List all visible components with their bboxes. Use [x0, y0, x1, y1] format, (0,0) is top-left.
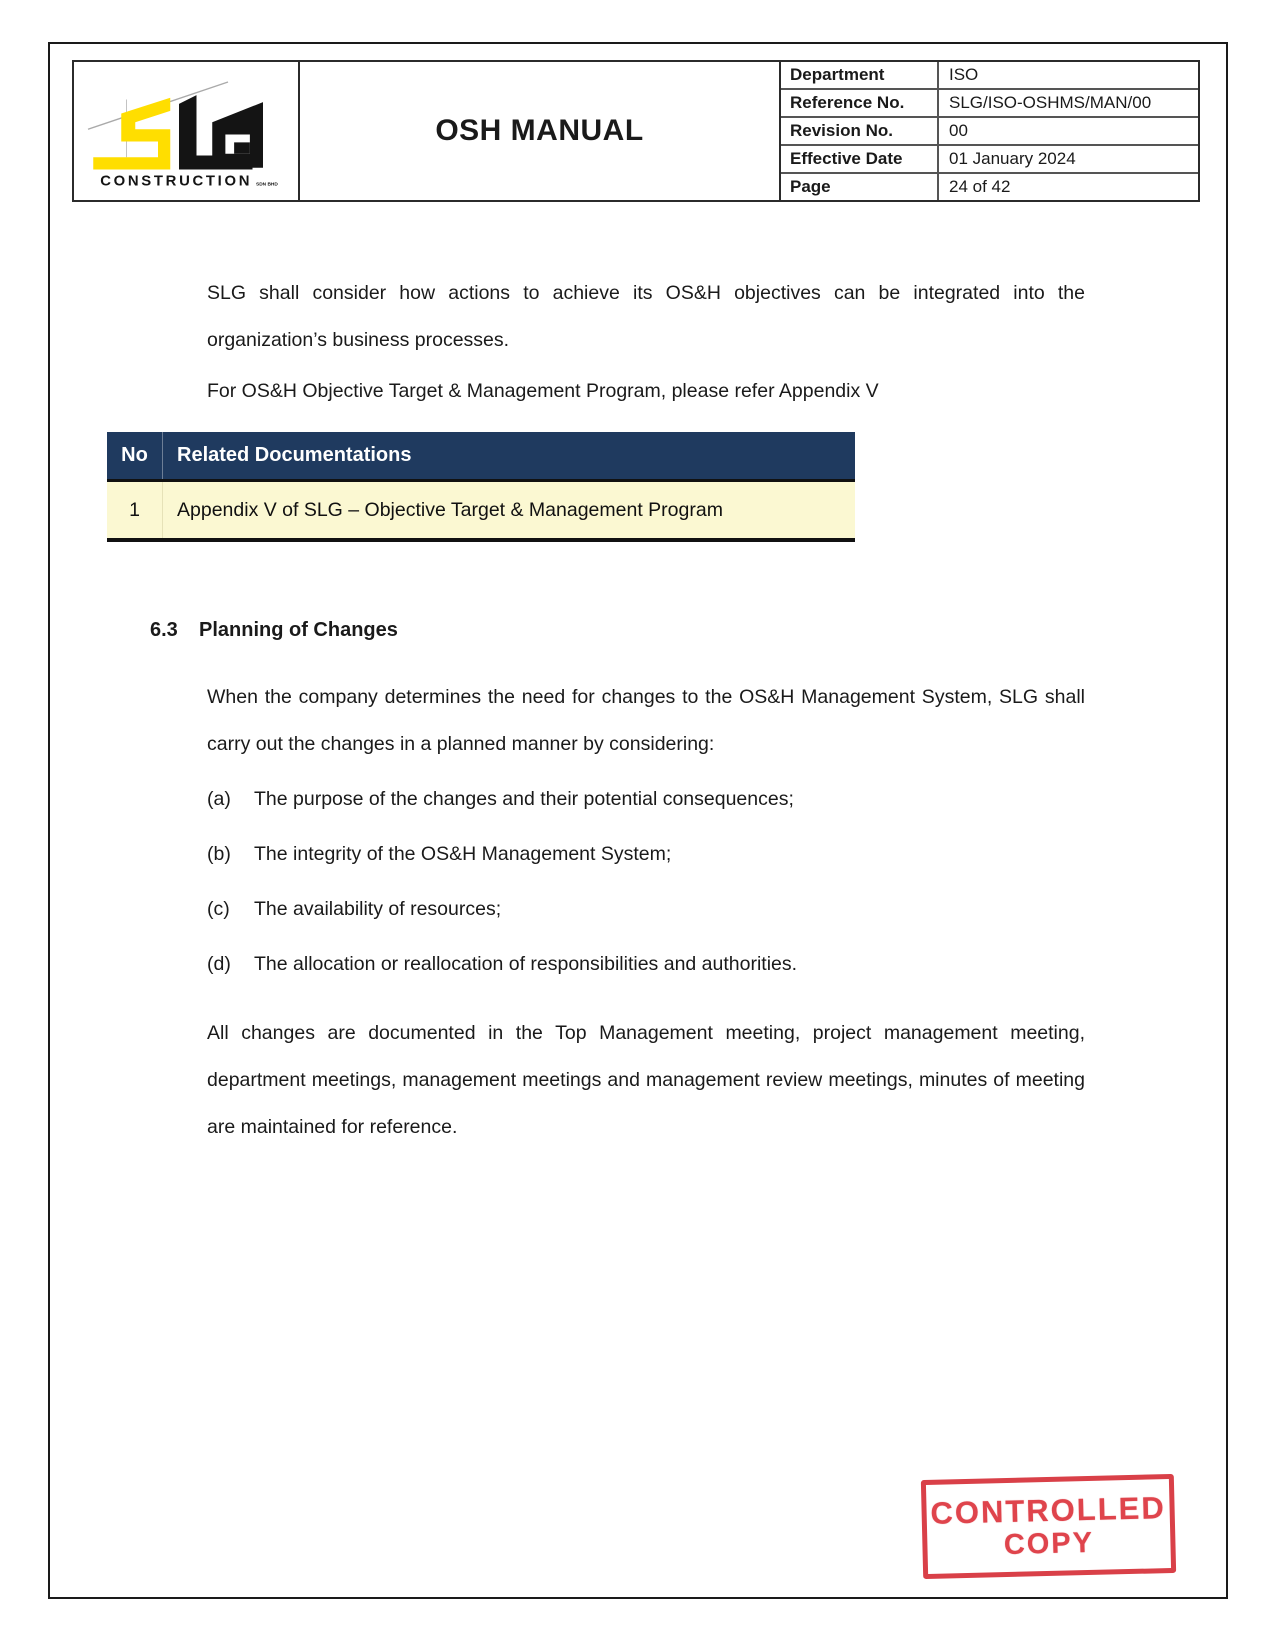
info-value: 24 of 42: [949, 177, 1011, 196]
info-row-revision: [781, 118, 1198, 146]
list-item-text: The allocation or reallocation of responsibilities and authorities.: [254, 953, 798, 975]
table-header-row: [107, 432, 855, 482]
info-row-effective-date: [781, 146, 1198, 174]
list-item-marker: (d): [207, 953, 231, 975]
paragraph-changes-documented: All changes are documented in the Top Management meeting, project management meeting, department meetings, management meetings and management review meetings, minutes of meeting are maintained for reference.: [207, 1022, 1085, 1138]
table-row: [107, 482, 855, 538]
manual-title-cell: [300, 62, 781, 200]
info-value: 00: [949, 121, 968, 140]
info-label: Page: [781, 174, 939, 200]
paragraph-objectives: SLG shall consider how actions to achieve its OS&H objectives can be integrated into the organization’s business processes.: [207, 282, 1085, 351]
list-item-marker: (a): [207, 788, 231, 810]
list-item-text: The availability of resources;: [254, 898, 502, 920]
info-label: Effective Date: [781, 146, 939, 172]
list-item: [207, 831, 1085, 878]
table-header-doc: Related Documentations: [177, 444, 412, 466]
slg-construction-logo-icon: [81, 70, 291, 192]
header-info-table: [781, 62, 1198, 200]
list-item-text: The integrity of the OS&H Management System;: [254, 843, 672, 865]
info-label: Reference No.: [781, 90, 939, 116]
info-label: Department: [781, 62, 939, 88]
section-heading: [150, 619, 1226, 642]
info-row-department: [781, 62, 1198, 90]
header-table: [72, 60, 1200, 202]
list-item: [207, 776, 1085, 823]
page-content: [50, 202, 1226, 1151]
table-cell-doc: Appendix V of SLG – Objective Target & Management Program: [177, 498, 723, 521]
controlled-copy-stamp: [921, 1474, 1176, 1579]
info-row-reference: [781, 90, 1198, 118]
related-documentations-table: [107, 432, 855, 542]
paragraph-appendix-ref: For OS&H Objective Target & Management Program, please refer Appendix V: [207, 380, 879, 402]
info-row-page: [781, 174, 1198, 200]
logo-cell: [74, 62, 300, 200]
logo-construction-text: CONSTRUCTION: [100, 173, 251, 190]
table-header-no: No: [107, 432, 163, 479]
info-label: Revision No.: [781, 118, 939, 144]
list-item: [207, 886, 1085, 933]
stamp-line1: CONTROLLED: [930, 1489, 1167, 1531]
list-item-marker: (b): [207, 843, 231, 865]
paragraph-planning-intro: When the company determines the need for changes to the OS&H Management System, SLG shall carry out the changes in a planned manner by considering:: [207, 686, 1085, 755]
info-value: 01 January 2024: [949, 149, 1076, 168]
logo-suffix-text: SDN BHD: [256, 182, 278, 188]
considerations-list: [207, 776, 1085, 988]
list-item: [207, 941, 1085, 988]
list-item-text: The purpose of the changes and their potential consequences;: [254, 788, 794, 810]
info-value: SLG/ISO-OSHMS/MAN/00: [949, 93, 1152, 112]
document-page: [48, 42, 1228, 1599]
section-title: Planning of Changes: [199, 619, 398, 641]
info-value: ISO: [949, 65, 979, 84]
table-cell-no: 1: [107, 482, 163, 538]
manual-title: OSH MANUAL: [435, 114, 644, 147]
stamp-line2: COPY: [1003, 1526, 1095, 1561]
list-item-marker: (c): [207, 898, 230, 920]
section-number: 6.3: [150, 619, 178, 641]
